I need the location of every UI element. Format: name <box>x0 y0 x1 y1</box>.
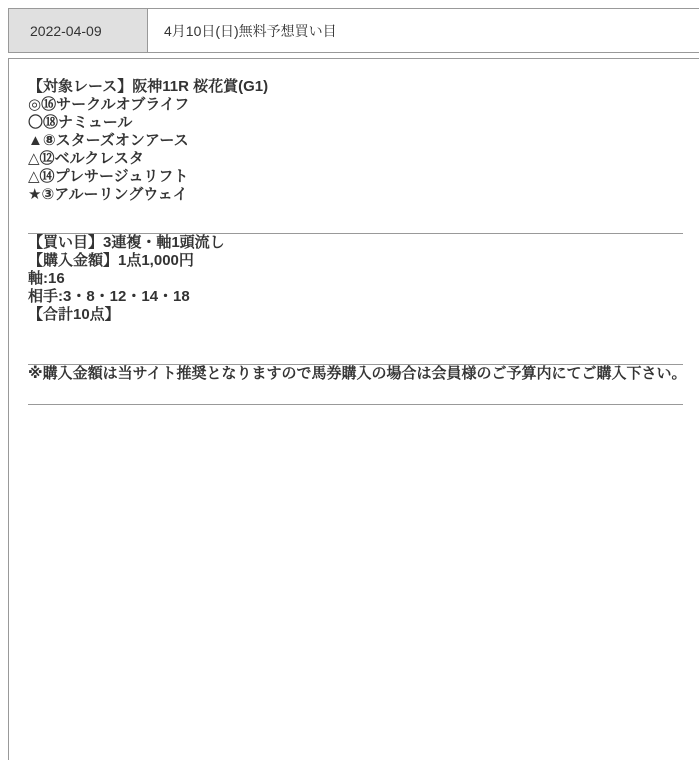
pick-number: ⑧ <box>42 132 56 149</box>
pick-mark: ▲ <box>28 132 43 149</box>
entry-body <box>8 58 699 760</box>
pick-horse-name: サークルオブライフ <box>56 96 190 113</box>
total-points: 【合計10点】 <box>28 306 120 323</box>
pick-horse-name: アルーリングウェイ <box>54 186 188 203</box>
pick-row-6 <box>28 186 683 204</box>
pick-row-3 <box>28 132 683 150</box>
entry-date: 2022-04-09 <box>9 9 148 52</box>
pick-number: ⑱ <box>43 114 59 131</box>
bet-type: 【買い目】3連複・軸1頭流し <box>28 234 225 251</box>
purchase-amount: 【購入金額】1点1,000円 <box>28 252 194 269</box>
pick-number: ③ <box>41 186 55 203</box>
purchase-note: ※購入金額は当サイト推奨となりますので馬券購入の場合は会員様のご予算内にてご購入下さい。 <box>28 365 687 382</box>
partner-horses: 相手:3・8・12・14・18 <box>28 288 190 305</box>
pick-row-5 <box>28 168 683 186</box>
entry-title: 4月10日(日)無料予想買い目 <box>164 22 337 39</box>
race-heading: 【対象レース】阪神11R 桜花賞(G1) <box>28 78 269 95</box>
pick-mark: ★ <box>28 186 42 203</box>
pick-mark: ◎ <box>28 96 42 113</box>
pick-horse-name: プレサージュリフト <box>54 168 189 185</box>
pick-mark: △ <box>28 168 40 185</box>
pick-row-2 <box>28 114 683 132</box>
section-divider <box>28 404 683 405</box>
pick-mark: 〇 <box>28 114 44 131</box>
pick-number: ⑭ <box>39 168 55 185</box>
pick-horse-name: ベルクレスタ <box>54 150 144 167</box>
pick-number: ⑫ <box>39 150 55 167</box>
pick-row-4 <box>28 150 683 168</box>
pick-horse-name: スターズオンアース <box>55 132 189 149</box>
pick-number: ⑯ <box>41 96 57 113</box>
pick-row-1 <box>28 96 683 114</box>
pick-mark: △ <box>28 150 40 167</box>
entry-header <box>8 8 699 53</box>
pick-horse-name: ナミュール <box>58 114 133 131</box>
axis-horse: 軸:16 <box>28 270 65 287</box>
